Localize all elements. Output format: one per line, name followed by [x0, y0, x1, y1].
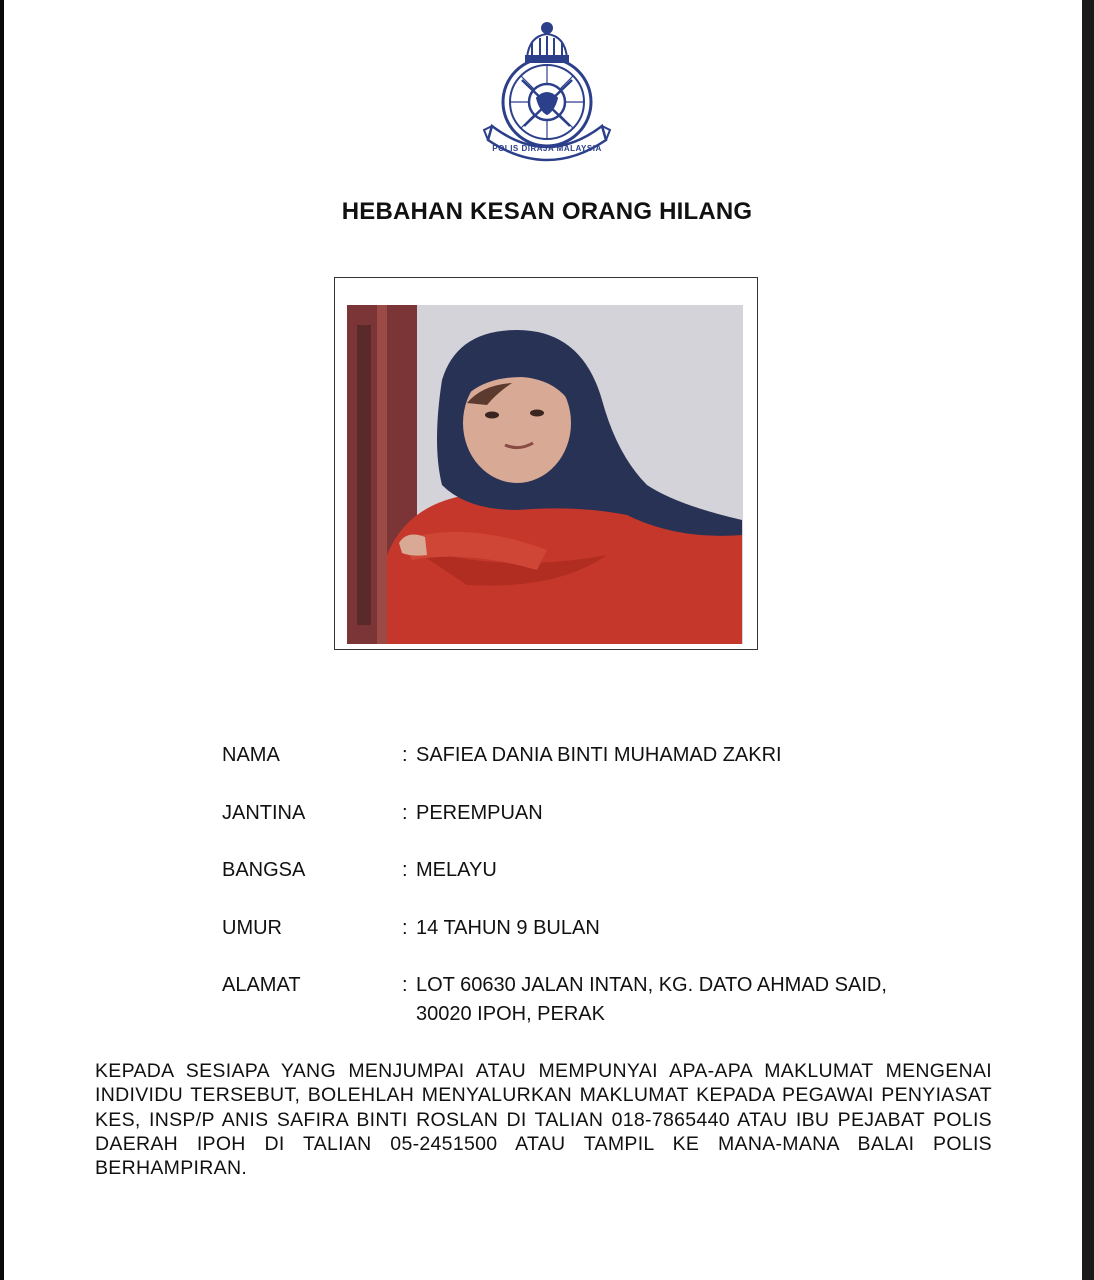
- detail-value: [416, 741, 1002, 802]
- detail-row-umur: [222, 917, 1002, 975]
- police-crest-logo: [482, 18, 612, 166]
- detail-value-line: MELAYU: [416, 859, 497, 881]
- detail-value: [416, 914, 1002, 975]
- detail-colon: :: [402, 744, 408, 766]
- detail-value-line: LOT 60630 JALAN INTAN, KG. DATO AHMAD SAID,: [416, 974, 887, 996]
- svg-text:POLIS DIRAJA MALAYSIA: POLIS DIRAJA MALAYSIA: [492, 144, 602, 153]
- detail-value: [416, 856, 1002, 917]
- right-edge: [1082, 0, 1094, 1280]
- page-title: HEBAHAN KESAN ORANG HILANG: [341, 198, 753, 225]
- detail-value-line: PEREMPUAN: [416, 801, 543, 824]
- detail-colon: :: [402, 801, 408, 824]
- detail-value-line: SAFIEA DANIA BINTI MUHAMAD ZAKRI: [416, 744, 782, 766]
- detail-colon: :: [402, 916, 408, 939]
- detail-label: JANTINA: [222, 801, 306, 824]
- missing-person-photo: [347, 305, 743, 644]
- left-edge: [0, 0, 4, 1280]
- photo-frame: [334, 277, 758, 650]
- detail-colon: :: [402, 859, 408, 881]
- detail-value-line: 14 TAHUN 9 BULAN: [416, 916, 600, 939]
- detail-value: [416, 971, 1002, 1032]
- detail-value: [416, 799, 1002, 860]
- detail-row-bangsa: [222, 859, 1002, 917]
- detail-colon: :: [402, 974, 408, 996]
- royal-malaysia-police-crest-icon: [482, 18, 612, 166]
- detail-row-nama: [222, 744, 1002, 802]
- detail-label: UMUR: [222, 916, 282, 939]
- detail-value-line: 30020 IPOH, PERAK: [416, 1003, 605, 1025]
- detail-label: BANGSA: [222, 859, 306, 881]
- detail-label: NAMA: [222, 744, 280, 766]
- detail-label: ALAMAT: [222, 974, 301, 996]
- detail-row-alamat: [222, 974, 1002, 1032]
- person-details: [222, 744, 1002, 1032]
- detail-row-jantina: [222, 802, 1002, 860]
- contact-notice: KEPADA SESIAPA YANG MENJUMPAI ATAU MEMPUNYAI APA-APA MAKLUMAT MENGENAI INDIVIDU TERSEBUT, BOLEHLAH MENYALURKAN MAKLUMAT KEPADA PEGAWAI PENYIASAT KES, INSP/P ANIS SAFIRA BINTI ROSLAN DI TALIAN 018-7865440 ATAU IBU PEJABAT POLIS DAERAH IPOH DI TALIAN 05-2451500 ATAU TAMPIL KE MANA-MANA BALAI POLIS BERHAMPIRAN.: [95, 1060, 992, 1180]
